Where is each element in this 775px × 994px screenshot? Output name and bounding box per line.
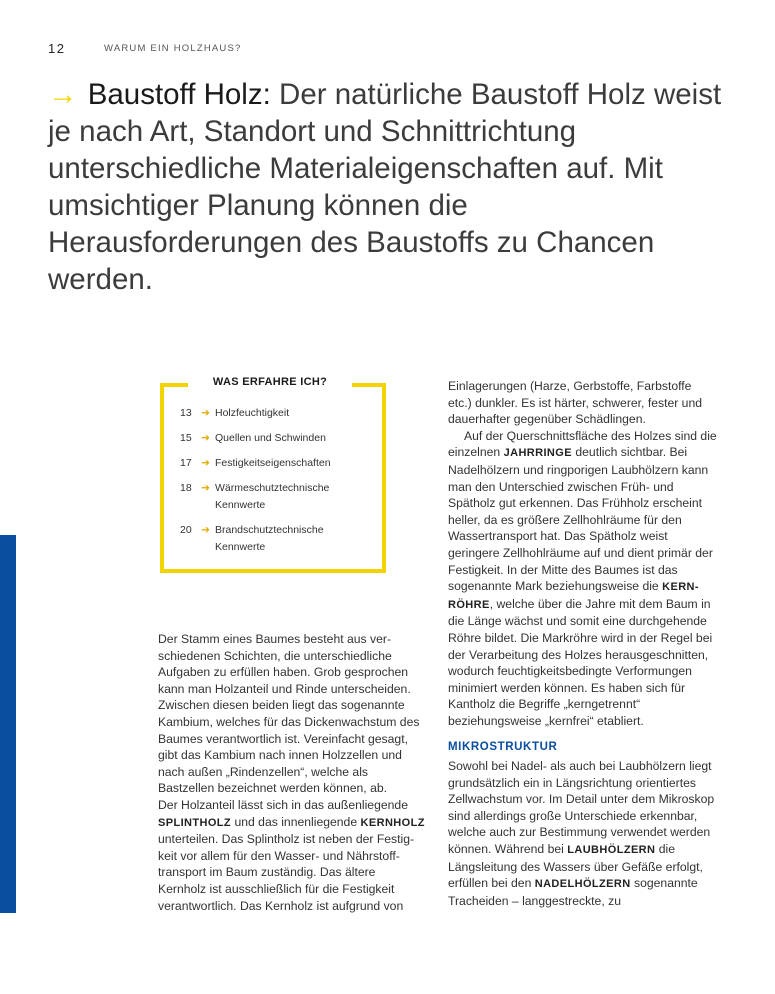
page-number: 12 — [48, 41, 66, 56]
body-text: sogenannte Tracheiden – langgestreckte, zu — [448, 876, 698, 908]
toc-box-top-border-left — [160, 383, 188, 387]
lead-heading: Baustoff Holz: — [87, 78, 271, 111]
arrow-right-icon: ➔ — [201, 407, 210, 419]
running-head: WARUM EIN HOLZHAUS? — [104, 43, 242, 54]
toc-item-label: Quellen und Schwinden — [215, 432, 326, 444]
toc-box-title: WAS ERFAHRE ICH? — [212, 376, 328, 388]
body-paragraph — [448, 758, 718, 909]
blue-side-bar — [0, 535, 16, 913]
toc-item — [180, 480, 370, 514]
right-column — [448, 378, 718, 909]
toc-list — [180, 405, 370, 564]
toc-item — [180, 430, 370, 447]
body-text: Der Holzanteil lässt sich in das außenliegende — [158, 797, 408, 812]
toc-item-label: Wärmeschutztechnische Kennwerte — [215, 482, 330, 511]
body-text: , welche über die Jahre mit dem Baum in die Länge wächst und somit eine durchgehende Röhre bildet. Die Markröhre wird in der Regel bei der Verarbeitung des Holzes herausgeschnitten, wodurch feuchtigkeitsbedingte Verformungen minimiert werden können. Es haben sich für Kantholz die Begriffe „kerngetrennt“ beziehungsweise „kernfrei“ etabliert. — [448, 596, 713, 728]
toc-item-label: Holzfeuchtigkeit — [215, 407, 290, 419]
arrow-right-icon: → — [48, 78, 78, 111]
keyword: JAHRRINGE — [503, 447, 572, 460]
keyword: NADELHÖLZERN — [534, 878, 631, 891]
toc-item-label: Festigkeitseigenschaften — [215, 457, 331, 469]
toc-page-number: 18 — [180, 482, 192, 494]
body-text: Sowohl bei Nadel- als auch bei Laubhölzern liegt grundsätzlich ein in Längsrichtung orientiertes Zellwachstum vor. Im Detail unter dem Mikroskop sind allerdings große Unterschiede erkennbar, welche auch zur Bestimmung verwendet werden können. Während bei — [448, 759, 715, 857]
toc-item — [180, 455, 370, 472]
body-text: die Längsleitung des Wassers über Gefäße erfolgt, erfüllen bei den — [448, 842, 703, 891]
body-paragraph — [158, 797, 426, 914]
toc-page-number: 20 — [180, 524, 192, 536]
keyword: KERNRÖHRE — [448, 581, 699, 611]
body-paragraph: Einlagerungen (Harze, Gerbstoffe, Farbstoffe etc.) dunkler. Es ist härter, schwerer, fester und dauerhafter gegenüber Schädlingen. — [448, 379, 703, 427]
toc-box-top-border-right — [352, 383, 382, 387]
toc-page-number: 17 — [180, 457, 192, 469]
lead-paragraph — [48, 76, 728, 298]
keyword: LAUBHÖLZERN — [567, 844, 656, 857]
arrow-right-icon: ➔ — [201, 524, 210, 536]
body-text: unterteilen. Das Splintholz ist neben der Festigkeit vor allem für den Wasser- und Nährstofftransport im Baum zuständig. Das ältere Kernholz ist ausschließlich für die Festigkeit verantwortlich. Das Kernholz ist aufgrund von — [158, 832, 415, 913]
arrow-right-icon: ➔ — [201, 457, 210, 469]
body-text: deutlich sichtbar. Bei Nadelhölzern und ringporigen Laubhölzern kann man den Unterschied zwischen Früh- und Spätholz gut erkennen. Das Frühholz erscheint heller, da es größere Zellhohlräume für den Wassertransport hat. Das Spätholz weist geringere Zellhohlräume auf und dient primär der Festigkeit. In der Mitte des Baumes ist das sogenannte Mark beziehungsweise die — [448, 445, 713, 594]
keyword: SPLINTHOLZ — [158, 816, 232, 829]
arrow-right-icon: ➔ — [201, 482, 210, 494]
section-subheading: MIKROSTRUKTUR — [448, 741, 558, 754]
lead-text: Der natürliche Baustoff Holz weist je nach Art, Standort und Schnittrichtung unterschiedliche Materialeigenschaften auf. Mit umsichtiger Planung können die Herausforderungen des Baustoffs zu Chancen werden. — [48, 78, 722, 296]
left-column — [158, 631, 426, 914]
toc-item-label: Brandschutztechnische Kennwerte — [215, 524, 324, 553]
body-paragraph — [448, 428, 718, 730]
toc-page-number: 13 — [180, 407, 192, 419]
toc-item — [180, 522, 370, 556]
keyword: KERNHOLZ — [360, 816, 425, 829]
toc-item — [180, 405, 370, 422]
body-paragraph: Der Stamm eines Baumes besteht aus verschiedenen Schichten, die unterschiedliche Aufgaben zu erfüllen haben. Grob gesprochen kann man Holzanteil und Rinde unterscheiden. Zwischen diesen beiden liegt das sogenannte Kambium, welches für das Dickenwachstum des Baumes verantwortlich ist. Vereinfacht gesagt, gibt das Kambium nach innen Holzzellen und nach außen „Rindenzellen“, welche als Bastzellen bezeichnet werden können, ab. — [158, 632, 420, 796]
body-text: Auf der Querschnittsfläche des Holzes sind die einzelnen — [448, 428, 717, 460]
body-text: und das innenliegende — [234, 814, 358, 829]
arrow-right-icon: ➔ — [201, 432, 210, 444]
toc-page-number: 15 — [180, 432, 192, 444]
